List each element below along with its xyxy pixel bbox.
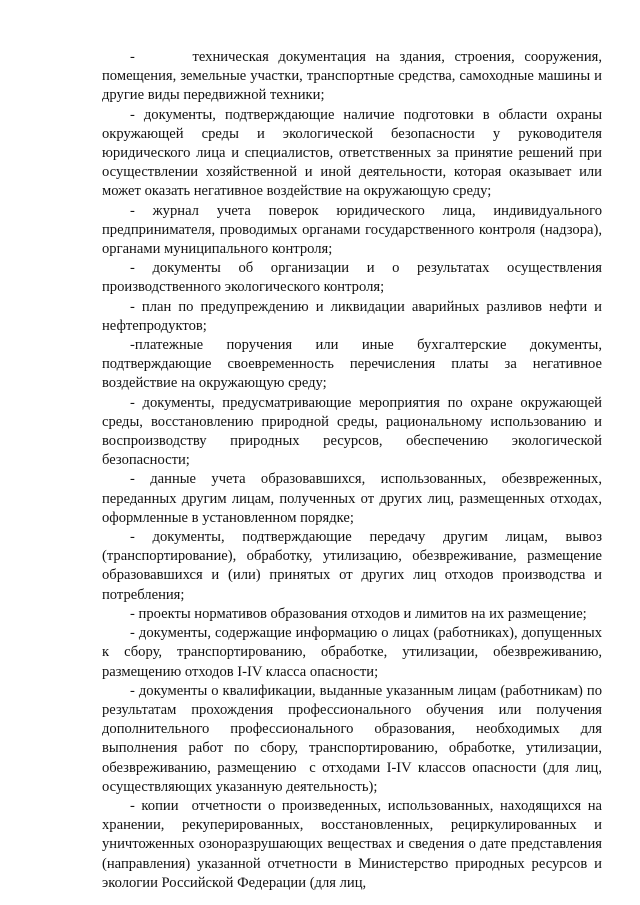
list-item: - данные учета образовавшихся, использованных, обезвреженных, переданных другим лицам, полученных от других лиц, размещенных отходах, оформленные в установленном порядке; [102, 471, 602, 526]
list-item: - документы, содержащие информацию о лицах (работниках), допущенных к сбору, транспортированию, обработке, утилизации, обезвреживанию, размещению отходов I-IV класса опасности; [102, 625, 602, 680]
list-item: - документы, предусматривающие мероприятия по охране окружающей среды, восстановлению природной среды, рациональному использованию и воспроизводству природных ресурсов, обеспечению экологической безопасности; [102, 394, 602, 469]
list-item: - техническая документация на здания, строения, сооружения, помещения, земельные участки, транспортные средства, самоходные машины и другие виды передвижной техники; [102, 49, 602, 104]
list-item: - план по предупреждению и ликвидации аварийных разливов нефти и нефтепродуктов; [102, 298, 602, 334]
list-item: - журнал учета поверок юридического лица, индивидуального предпринимателя, проводимых органами государственного контроля (надзора), органами муниципального контроля; [102, 202, 602, 258]
list-item: - документы, подтверждающие передачу другим лицам, вывоз (транспортирование), обработку, утилизацию, обезвреживание, размещение образовавшихся и (или) принятых от других лиц отходов производства и потребления; [102, 529, 602, 603]
document-body [102, 48, 602, 893]
list-item: -платежные поручения или иные бухгалтерские документы, подтверждающие своевременность перечисления платы за негативное воздействие на окружающую среду; [102, 337, 602, 392]
list-item: - документы о квалификации, выданные указанным лицам (работникам) по результатам прохождения профессионального обучения или получения дополнительного профессионального образования, необходимых для выполнения работ по сбору, транспортированию, обработке, утилизации, обезвреживанию, размещению с отходами I-IV классов опасности (для лиц, осуществляющих указанную деятельность); [102, 682, 602, 795]
list-item: - документы, подтверждающие наличие подготовки в области охраны окружающей среды и экологической безопасности у руководителя юридического лица и специалистов, ответственных за принятие решений при осуществлении хозяйственной и иной деятельности, которая оказывает или может оказать негативное воздействие на окружающую среду; [102, 106, 602, 200]
list-item: - проекты нормативов образования отходов и лимитов на их размещение; [130, 605, 587, 622]
list-item: - копии отчетности о произведенных, использованных, находящихся на хранении, рекуперированных, восстановленных, рециркулированных и уничтоженных озоноразрушающих веществах и сведения о дате представления (направления) указанной отчетности в Министерство природных ресурсов и экологии Российской Федерации (для лиц, [102, 797, 602, 891]
list-item: - документы об организации и о результатах осуществления производственного экологического контроля; [102, 260, 602, 296]
